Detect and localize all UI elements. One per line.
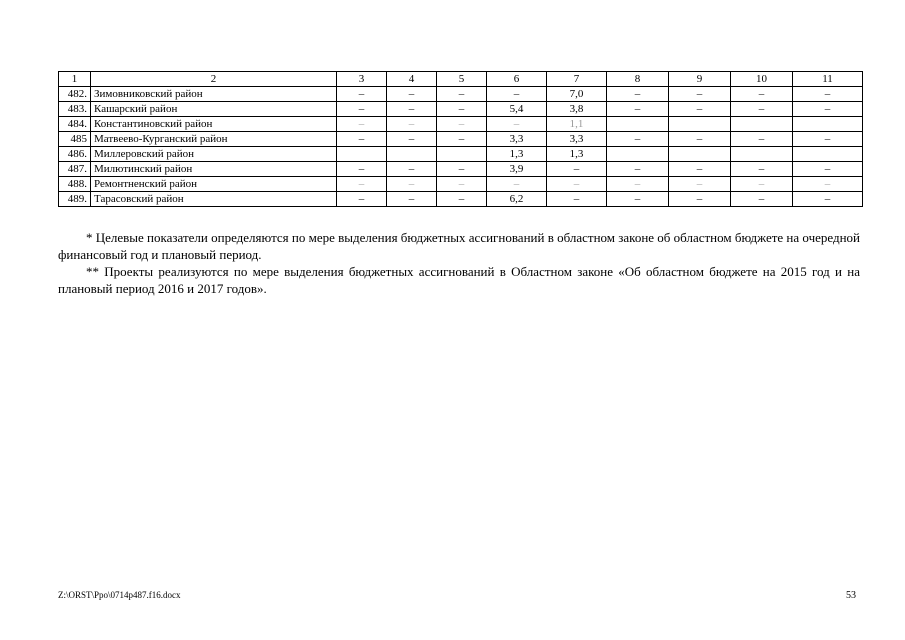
value-cell <box>731 147 793 162</box>
value-cell: 3,3 <box>487 132 547 147</box>
value-cell: 3,8 <box>547 102 607 117</box>
value-cell: – <box>387 117 437 132</box>
value-cell: – <box>669 177 731 192</box>
table-row <box>59 132 863 147</box>
column-header: 1 <box>59 72 91 87</box>
value-cell: – <box>437 87 487 102</box>
value-cell: – <box>731 87 793 102</box>
value-cell: – <box>337 192 387 207</box>
value-cell: – <box>437 117 487 132</box>
value-cell: – <box>793 102 863 117</box>
value-cell: – <box>607 132 669 147</box>
row-number: 486. <box>59 147 91 162</box>
value-cell: – <box>387 192 437 207</box>
table-header-row <box>59 72 863 87</box>
row-number: 485 <box>59 132 91 147</box>
value-cell: – <box>437 177 487 192</box>
footnote-1: * Целевые показатели определяются по мере выделения бюджетных ассигнований в областном законе об областном бюджете на очередной финансовый год и плановый период. <box>58 230 860 262</box>
value-cell: – <box>607 87 669 102</box>
column-header: 2 <box>91 72 337 87</box>
value-cell <box>793 117 863 132</box>
page-number: 53 <box>846 590 856 601</box>
value-cell: – <box>731 132 793 147</box>
value-cell: – <box>607 162 669 177</box>
value-cell: – <box>731 192 793 207</box>
value-cell: – <box>437 162 487 177</box>
value-cell: – <box>387 87 437 102</box>
value-cell: – <box>547 177 607 192</box>
table-row <box>59 177 863 192</box>
value-cell: – <box>337 102 387 117</box>
column-header: 9 <box>669 72 731 87</box>
value-cell: 1,1 <box>547 117 607 132</box>
footnote-2: ** Проекты реализуются по мере выделения бюджетных ассигнований в Областном законе «Об областном бюджете на 2015 год и на плановый период 2016 и 2017 годов». <box>58 264 860 296</box>
value-cell: – <box>487 177 547 192</box>
value-cell: – <box>731 162 793 177</box>
value-cell: – <box>669 87 731 102</box>
value-cell: – <box>669 192 731 207</box>
row-number: 489. <box>59 192 91 207</box>
value-cell: 1,3 <box>487 147 547 162</box>
table-row <box>59 102 863 117</box>
value-cell: – <box>793 177 863 192</box>
row-number: 483. <box>59 102 91 117</box>
column-header: 5 <box>437 72 487 87</box>
value-cell: – <box>437 132 487 147</box>
table-row <box>59 162 863 177</box>
district-name: Матвеево-Курганский район <box>91 132 337 147</box>
district-name: Константиновский район <box>91 117 337 132</box>
column-header: 11 <box>793 72 863 87</box>
value-cell: – <box>337 132 387 147</box>
value-cell <box>337 147 387 162</box>
value-cell: – <box>387 177 437 192</box>
value-cell: – <box>337 162 387 177</box>
value-cell: – <box>669 132 731 147</box>
table-row <box>59 87 863 102</box>
value-cell: 6,2 <box>487 192 547 207</box>
district-name: Миллеровский район <box>91 147 337 162</box>
column-header: 8 <box>607 72 669 87</box>
district-name: Кашарский район <box>91 102 337 117</box>
value-cell: – <box>337 177 387 192</box>
column-header: 6 <box>487 72 547 87</box>
value-cell: – <box>607 192 669 207</box>
value-cell: – <box>337 117 387 132</box>
value-cell: – <box>793 162 863 177</box>
value-cell <box>607 147 669 162</box>
value-cell <box>731 117 793 132</box>
district-name: Ремонтненский район <box>91 177 337 192</box>
value-cell: 3,9 <box>487 162 547 177</box>
value-cell: – <box>607 102 669 117</box>
value-cell: – <box>547 192 607 207</box>
value-cell: – <box>793 132 863 147</box>
value-cell: – <box>487 117 547 132</box>
footnotes <box>58 229 860 297</box>
value-cell: 1,3 <box>547 147 607 162</box>
value-cell: – <box>337 87 387 102</box>
value-cell: – <box>547 162 607 177</box>
value-cell: – <box>387 102 437 117</box>
value-cell: – <box>669 162 731 177</box>
value-cell: – <box>793 192 863 207</box>
value-cell: – <box>731 177 793 192</box>
value-cell: – <box>669 102 731 117</box>
value-cell: – <box>487 87 547 102</box>
table-row <box>59 147 863 162</box>
value-cell <box>669 147 731 162</box>
district-name: Милютинский район <box>91 162 337 177</box>
value-cell <box>387 147 437 162</box>
table-row <box>59 117 863 132</box>
table-body <box>59 87 863 207</box>
value-cell <box>669 117 731 132</box>
table-row <box>59 192 863 207</box>
data-table <box>58 71 863 207</box>
value-cell: – <box>387 132 437 147</box>
column-header: 7 <box>547 72 607 87</box>
row-number: 484. <box>59 117 91 132</box>
value-cell <box>607 117 669 132</box>
row-number: 488. <box>59 177 91 192</box>
value-cell: – <box>437 192 487 207</box>
value-cell: 5,4 <box>487 102 547 117</box>
file-path: Z:\ORST\Ppo\0714p487.f16.docx <box>58 590 181 600</box>
column-header: 10 <box>731 72 793 87</box>
row-number: 482. <box>59 87 91 102</box>
value-cell <box>437 147 487 162</box>
column-header: 3 <box>337 72 387 87</box>
value-cell: – <box>607 177 669 192</box>
value-cell: – <box>387 162 437 177</box>
district-name: Тарасовский район <box>91 192 337 207</box>
row-number: 487. <box>59 162 91 177</box>
value-cell: – <box>731 102 793 117</box>
value-cell: – <box>793 87 863 102</box>
value-cell: 7,0 <box>547 87 607 102</box>
value-cell: – <box>437 102 487 117</box>
column-header: 4 <box>387 72 437 87</box>
value-cell: 3,3 <box>547 132 607 147</box>
value-cell <box>793 147 863 162</box>
district-name: Зимовниковский район <box>91 87 337 102</box>
